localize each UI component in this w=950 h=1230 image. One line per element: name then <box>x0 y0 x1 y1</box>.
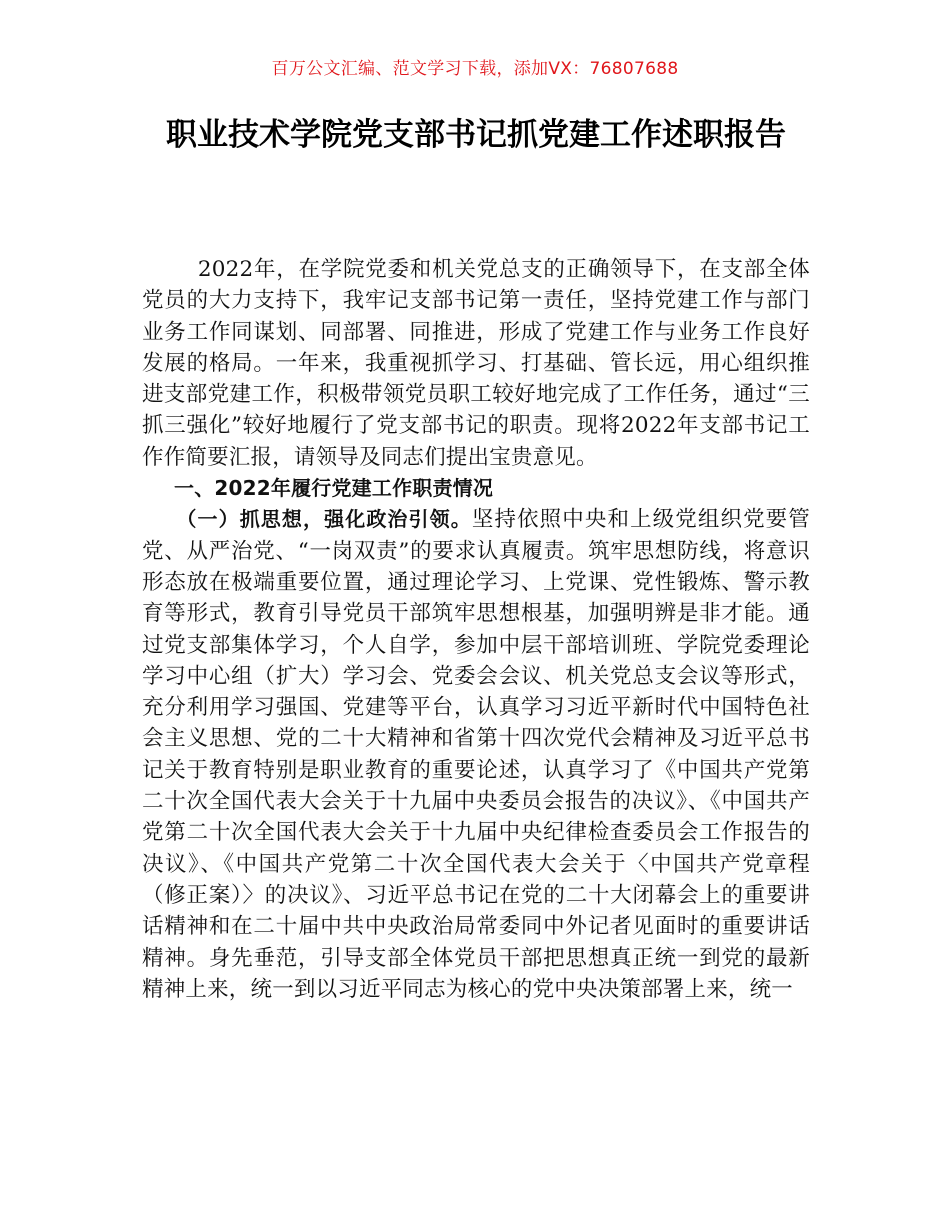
subsection-body: 坚持依照中央和上级党组织党要管党、从严治党、“一岗双责”的要求认真履责。筑牢思想防线，将意识形态放在极端重要位置，通过理论学习、上党课、党性锻炼、警示教育等形式，教育引导党员干部筑牢思想根基，加强明辨是非才能。通过党支部集体学习，个人自学，参加中层干部培训班、学院党委理论学习中心组（扩大）学习会、党委会会议、机关党总支会议等形式，充分利用学习强国、党建等平台，认真学习习近平新时代中国特色社会主义思想、党的二十大精神和省第十四次党代会精神及习近平总书记关于教育特别是职业教育的重要论述，认真学习了《中国共产党第二十次全国代表大会关于十九届中央委员会报告的决议》、《中国共产党第二十次全国代表大会关于十九届中央纪律检查委员会工作报告的决议》、《中国共产党第二十次全国代表大会关于〈中国共产党章程（修正案）〉的决议》、习近平总书记在党的二十大闭幕会上的重要讲话精神和在二十届中共中央政治局常委同中外记者见面时的重要讲话精神。身先垂范，引导支部全体党员干部把思想真正统一到党的最新精神上来，统一到以习近平同志为核心的党中央决策部署上来，统一 <box>142 507 810 1002</box>
subsection-lead: （一）抓思想，强化政治引领。 <box>176 507 472 532</box>
document-title: 职业技术学院党支部书记抓党建工作述职报告 <box>166 117 786 153</box>
section-heading: 一、2022年履行党建工作职责情况 <box>174 476 494 501</box>
promo-banner: 百万公文汇编、范文学习下载，添加VX：76807688 <box>271 59 679 79</box>
subsection-paragraph <box>142 504 810 1005</box>
document-body <box>142 254 810 1005</box>
intro-paragraph: 2022年，在学院党委和机关党总支的正确领导下，在支部全体党员的大力支持下，我牢记支部书记第一责任，坚持党建工作与部门业务工作同谋划、同部署、同推进，形成了党建工作与业务工作良好发展的格局。一年来，我重视抓学习、打基础、管长远，用心组织推进支部党建工作，积极带领党员职工较好地完成了工作任务，通过“三抓三强化”较好地履行了党支部书记的职责。现将2022年支部书记工作作简要汇报，请领导及同志们提出宝贵意见。 <box>142 257 810 470</box>
